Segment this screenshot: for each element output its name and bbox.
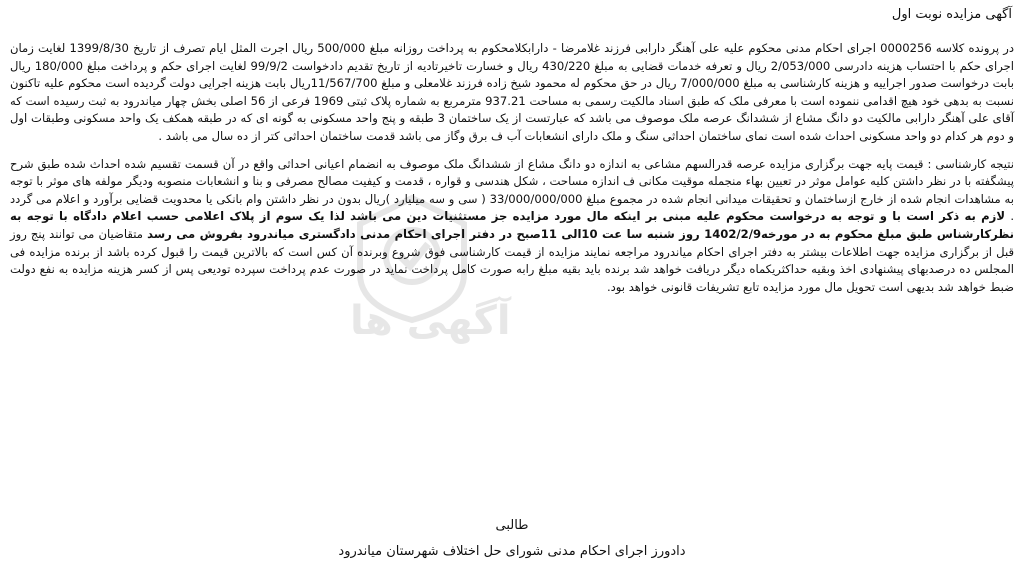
signature-name: طالبی <box>495 518 529 533</box>
paragraph-expert-result <box>10 156 1014 297</box>
auction-terms-text: متقاضیان می توانند پنج روز قبل از برگزاری مزایده جهت اطلاعات بیشتر به دفتر اجرای احکام میاندرود مراجعه نمایند مزایده از قیمت کارشناسی فوق شروع وبرنده آن کس است که بالاترین قیمت را قبول کرده باشد از برنده مزایده فی المجلس ده درصدبهای پیشنهادی اخذ وبقیه حداکثریکماه دیگر دریافت خواهد شد برنده باید بقیه مبلغ رابه صورت کامل پرداخت نماید در صورت عدم پرداخت سپرده تودیعی پس از کسر هزینه مزایده به نفع دولت ضبط خواهد شد بدیهی است تحویل مال مورد مزایده تابع تشریفات قانونی خواهد بود. <box>10 226 1014 294</box>
paragraph-case-details: در پرونده کلاسه 0000256 اجرای احکام مدنی محکوم علیه علی آهنگر دارابی فرزند غلامرضا - دارابکلامحکوم به پرداخت روزانه مبلغ 500/000 ریال اجرت المثل ایام تصرف از تاریخ 1399/8/30 لغایت زمان اجرای حکم با احتساب هزینه دادرسی 2/053/000 ریال و تعرفه خدمات قضایی به مبلغ 430/220 ریال و خسارت تاخیرتادیه از تاریخ تقدیم دادخواست 99/9/2 لغایت اجرای حکم و پرداخت مبلغ 180/000 ریال بابت درخواست صدور اجراییه و هزینه کارشناسی به مبلغ 7/000/000 ریال در حق محکوم له محمود شیخ زاده فرزند غلامعلی و مبلغ 11/567/700ریال بابت هزینه اجرایی دولت گردیده است محکوم علیه تاکنون نسبت به بدهی خود هیچ اقدامی ننموده است با معرفی ملک که طبق اسناد مالکیت رسمی به مساحت 937.21 مترمربع به شماره پلاک ثبتی 1969 فرعی از 56 اصلی بخش چهار میاندرود به ثبت رسیده است که آقای علی آهنگر دارابی مالکیت دو دانگ مشاع از ششدانگ عرصه ملک موصوف می باشد که عبارتست از یک ساختمان 3 طبقه و پنج واحد مسکونی به گونه ای که در طبقه همکف یک واحد مسکونی وطبقات اول و دوم هر کدام دو واحد مسکونی احداث شده است نمای ساختمان احداثی سنگ و ملک دارای انشعابات آب ف برق وگاز می باشد قدمت ساختمان احداثی کتر از ده سال می باشد . <box>10 41 1015 143</box>
watermark-text: آگهی ها <box>350 298 511 344</box>
notice-body <box>10 40 1014 296</box>
signature-title: دادورز اجرای احکام مدنی شورای حل اختلاف شهرستان میاندرود <box>338 544 686 559</box>
expert-result-text: نتیجه کارشناسی : قیمت پایه جهت برگزاری مزایده عرصه قدرالسهم مشاعی به اندازه دو دانگ مشاع از ششدانگ ملک موصوف به انضمام اعیانی احداثی واقع در آن قسمت تقسیم شده احداث شده طبق شرح پیشگفته با در نظر داشتن کلیه عوامل موثر در تعیین بهاء منجمله موقیت مکانی ف اندازه مساحت ، شکل هندسی و قواره ، قدمت و کیفیت مصالح مصرفی و بنا و انشعابات منصوبه ودیگر مولفه های موثر با توجه به مشاهدات انجام شده از خارج ازساختمان و تحقیقات میدانی انجام شده در مجموع مبلغ 33/000/000/000 ( سی و سه میلیارد )ریال بدون در نظر داشتن وام بانکی یا محدویت قضایی برآورد و اعلام می گردد . <box>10 156 1015 224</box>
notice-title: آگهی مزایده نوبت اول <box>891 7 1012 22</box>
auction-date-bold-text: لازم به ذکر است با و توجه به درخواست محکوم علیه مبنی بر اینکه مال مورد مزایده جز مستثنیات دین می باشد لذا یک سوم از پلاک اعلامی حسب اعلام دادگاه با توجه به نظرکارشناس طبق مبلغ محکوم به در مورخه1402/2/9 روز شنبه سا عت 10الی 11صبح در دفتر اجرای احکام مدنی دادگستری میاندرود بفروش می رسد <box>10 209 1014 241</box>
